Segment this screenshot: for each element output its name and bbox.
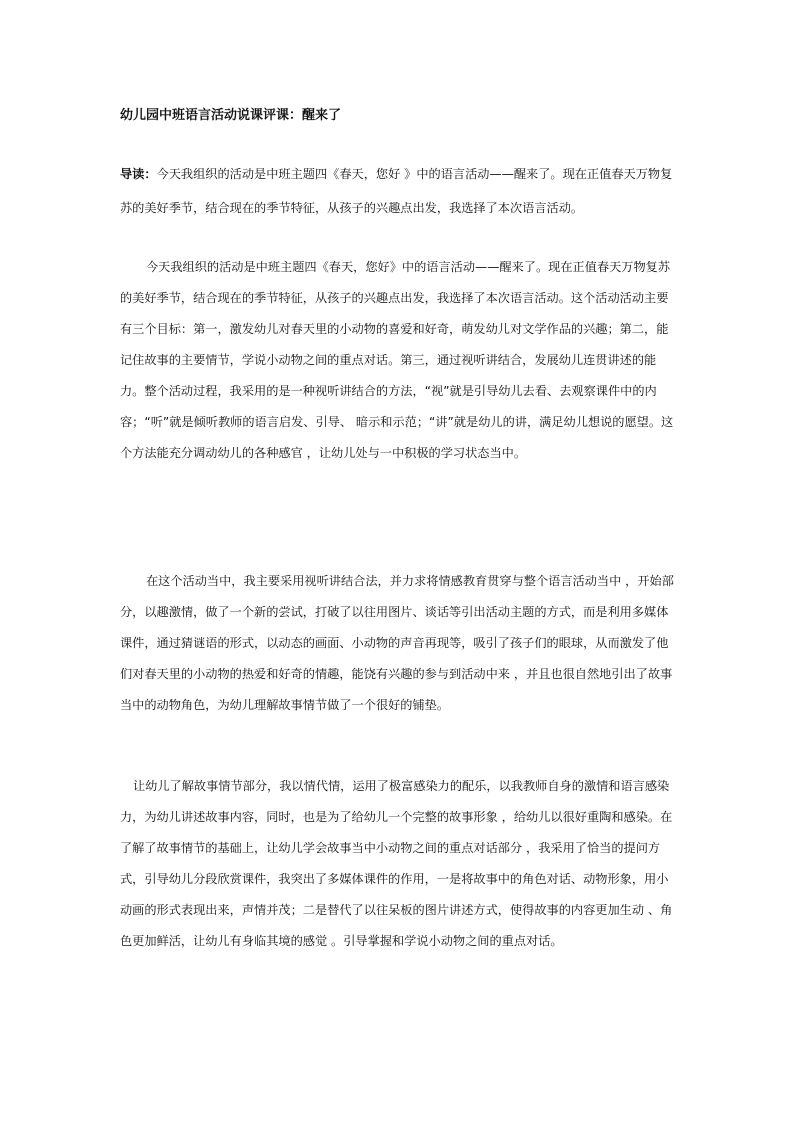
lead-paragraph xyxy=(120,157,678,225)
lead-text: 今天我组织的活动是中班主题四《春天，您好 》中的语言活动——醒来了。现在正值春天万物复苏的美好季节，结合现在的季节特征，从孩子的兴趣点出发，我选择了本次语言活动。 xyxy=(120,167,673,215)
body-paragraph-2: 在这个活动当中，我主要采用视听讲结合法，并力求将情感教育贯穿与整个语言活动当中 ，开始部分，以趣激情，做了一个新的尝试，打破了以往用图片、谈话等引出活动主题的方式，而是利用多媒体课件，通过猜谜语的形式，以动态的画面、小动物的声音再现等，吸引了孩子们的眼球，从而激发了他们对春天里的小动物的热爱和好奇的情趣，能饶有兴趣的参与到活动中来 ，并且也很自然地引出了故事当中的动物角色，为幼儿理解故事情节做了一个很好的铺垫。 xyxy=(120,574,674,712)
lead-label: 导读： xyxy=(120,167,157,181)
document-title: 幼儿园中班语言活动说课评课：醒来了 xyxy=(120,108,342,123)
body-paragraph-1: 今天我组织的活动是中班主题四《春天，您好》中的语言活动——醒来了。现在正值春天万物复苏的美好季节，结合现在的季节特征，从孩子的兴趣点出发，我选择了本次语言活动。这个活动活动主要有三个目标：第一，激发幼儿对春天里的小动物的喜爱和好奇，萌发幼儿对文学作品的兴趣；第二，能记住故事的主要情节，学说小动物之间的重点对话。第三，通过视听讲结合，发展幼儿连贯讲述的能力。整个活动过程，我采用的是一种视听讲结合的方法，“视”就是引导幼儿去看、去观察课件中的内容；“听”就是倾听教师的语言启发、引导、 暗示和示范；“讲”就是幼儿的讲，满足幼儿想说的愿望。这个方法能充分调动幼儿的各种感官 ，让幼儿处与一中积极的学习状态当中。 xyxy=(120,260,674,460)
body-paragraph-3: 让幼儿了解故事情节部分，我以情代情，运用了极富感染力的配乐，以我教师自身的激情和语言感染力，为幼儿讲述故事内容，同时，也是为了给幼儿一个完整的故事形象 ，给幼儿以很好重陶和感染。在了解了故事情节的基础上，让幼儿学会故事当中小动物之间的重点对话部分 ，我采用了恰当的提问方式，引导幼儿分段欣赏课件，我突出了多媒体课件的作用，一是将故事中的角色对话、动物形象，用小动画的形式表现出来，声情并茂；二是替代了以往呆板的图片讲述方式，使得故事的内容更加生动 、角色更加鲜活，让幼儿有身临其境的感觉 。引导掌握和学说小动物之间的重点对话。 xyxy=(120,779,673,948)
